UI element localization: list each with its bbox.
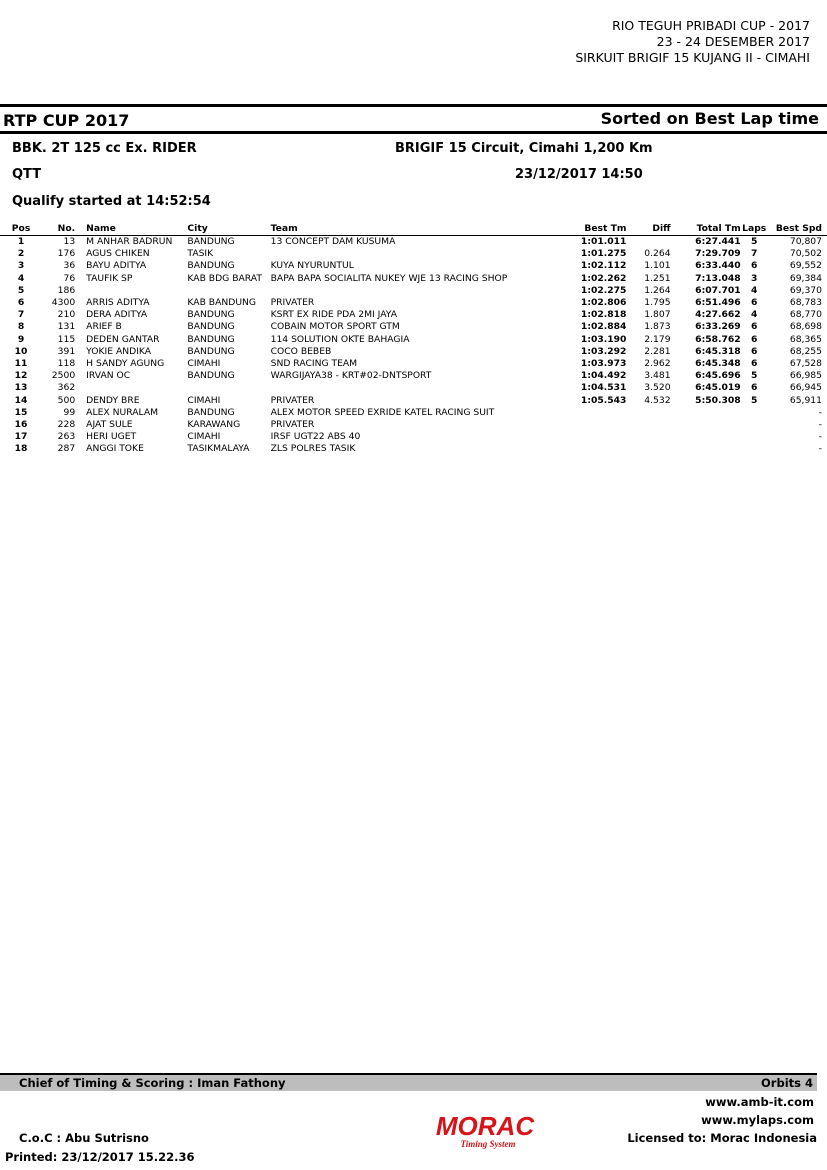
cell-best-speed: - bbox=[818, 419, 822, 431]
cell-laps: 5 bbox=[751, 370, 758, 382]
cell-diff: 3.481 bbox=[644, 370, 671, 382]
cell-best-time: 1:04.531 bbox=[580, 382, 627, 394]
cell-best-speed: 67,528 bbox=[789, 358, 822, 370]
event-venue: SIRKUIT BRIGIF 15 KUJANG II - CIMAHI bbox=[575, 50, 810, 65]
cell-pos: 13 bbox=[14, 382, 28, 394]
table-row bbox=[0, 273, 827, 285]
table-row bbox=[0, 370, 827, 382]
cell-pos: 2 bbox=[17, 248, 25, 260]
table-row bbox=[0, 395, 827, 407]
cell-laps bbox=[741, 431, 768, 443]
cell-pos: 8 bbox=[17, 321, 25, 333]
cell-pos: 16 bbox=[14, 419, 28, 431]
cell-diff: 1.264 bbox=[644, 284, 671, 296]
cell-team: PRIVATER bbox=[270, 394, 315, 406]
cell-pos: 4 bbox=[17, 272, 25, 284]
cell-diff: 2.281 bbox=[644, 345, 671, 357]
results-header-row bbox=[0, 222, 827, 236]
session-datetime: 23/12/2017 14:50 bbox=[515, 167, 643, 182]
cell-diff: 3.520 bbox=[644, 382, 671, 394]
cell-laps: 6 bbox=[751, 321, 758, 333]
col-no: No. bbox=[42, 222, 79, 236]
cell-total-time: 6:45.019 bbox=[695, 382, 741, 394]
cell-diff: 1.251 bbox=[644, 272, 671, 284]
cell-diff: 1.101 bbox=[644, 260, 671, 272]
col-name: Name bbox=[79, 222, 184, 236]
cell-laps: 4 bbox=[751, 309, 758, 321]
cell-laps: 3 bbox=[751, 272, 758, 284]
cell-best-speed: 66,985 bbox=[789, 370, 822, 382]
col-diff: Diff bbox=[626, 222, 670, 236]
page-title: RTP CUP 2017 bbox=[3, 111, 130, 130]
cell-team: KSRT EX RIDE PDA 2MI JAYA bbox=[270, 309, 397, 321]
sort-label: Sorted on Best Lap time bbox=[600, 109, 819, 128]
cell-team: BAPA BAPA SOCIALITA NUKEY WJE 13 RACING SHOP bbox=[270, 272, 508, 284]
cell-no: 228 bbox=[57, 419, 76, 431]
cell-diff bbox=[626, 431, 670, 443]
cell-laps: 6 bbox=[751, 345, 758, 357]
cell-best-time bbox=[549, 407, 626, 419]
cell-city: BANDUNG bbox=[187, 236, 235, 247]
cell-no: 4300 bbox=[51, 297, 76, 309]
cell-total-time: 6:07.701 bbox=[695, 284, 741, 296]
cell-name: AGUS CHIKEN bbox=[86, 248, 150, 260]
table-row bbox=[0, 419, 827, 431]
cell-city: BANDUNG bbox=[187, 406, 235, 418]
cell-name: M ANHAR BADRUN bbox=[86, 236, 173, 247]
col-total-time: Total Tm bbox=[671, 222, 741, 236]
cell-diff bbox=[626, 236, 670, 249]
cell-team bbox=[268, 248, 550, 260]
cell-pos: 12 bbox=[14, 370, 28, 382]
cell-best-time: 1:04.492 bbox=[580, 370, 627, 382]
table-row bbox=[0, 443, 827, 455]
cell-team bbox=[268, 285, 550, 297]
col-team: Team bbox=[268, 222, 550, 236]
cell-team: KUYA NYURUNTUL bbox=[270, 260, 354, 272]
cell-no: 131 bbox=[57, 321, 76, 333]
cell-pos: 7 bbox=[17, 309, 25, 321]
cell-no: 186 bbox=[57, 284, 76, 296]
cell-total-time: 7:13.048 bbox=[695, 272, 741, 284]
event-dates: 23 - 24 DESEMBER 2017 bbox=[656, 34, 810, 49]
cell-best-time bbox=[549, 431, 626, 443]
cell-diff: 4.532 bbox=[644, 394, 671, 406]
cell-no: 176 bbox=[57, 248, 76, 260]
table-row bbox=[0, 431, 827, 443]
cell-laps: 6 bbox=[751, 260, 758, 272]
table-row bbox=[0, 248, 827, 260]
table-row bbox=[0, 260, 827, 272]
cell-best-speed: 69,370 bbox=[789, 284, 822, 296]
cell-best-time: 1:02.275 bbox=[580, 284, 627, 296]
cell-pos: 6 bbox=[17, 297, 25, 309]
cell-pos: 10 bbox=[14, 345, 28, 357]
table-row bbox=[0, 321, 827, 333]
cell-name: BAYU ADITYA bbox=[86, 260, 147, 272]
cell-pos: 14 bbox=[14, 394, 28, 406]
cell-name: DERA ADITYA bbox=[86, 309, 148, 321]
cell-laps: 6 bbox=[751, 358, 758, 370]
cell-city: BANDUNG bbox=[187, 321, 235, 333]
table-row bbox=[0, 236, 827, 249]
cell-city: BANDUNG bbox=[187, 345, 235, 357]
header-top-rule bbox=[0, 104, 827, 107]
cell-city: BANDUNG bbox=[187, 370, 235, 382]
circuit-info: BRIGIF 15 Circuit, Cimahi 1,200 Km bbox=[395, 141, 653, 156]
cell-city: KAB BANDUNG bbox=[187, 297, 257, 309]
cell-best-speed: - bbox=[818, 406, 822, 418]
cell-city bbox=[184, 285, 267, 297]
cell-pos: 1 bbox=[17, 236, 25, 247]
cell-best-speed: 68,365 bbox=[789, 333, 822, 345]
col-best-time: Best Tm bbox=[549, 222, 626, 236]
cell-team: IRSF UGT22 ABS 40 bbox=[270, 431, 361, 443]
cell-team: WARGIJAYA38 - KRT#02-DNTSPORT bbox=[270, 370, 432, 382]
cell-no: 118 bbox=[57, 358, 76, 370]
cell-name: DEDEN GANTAR bbox=[86, 333, 160, 345]
cell-best-time: 1:01.011 bbox=[580, 236, 627, 247]
cell-no: 76 bbox=[63, 272, 76, 284]
cell-no: 13 bbox=[63, 236, 76, 247]
cell-name: ARRIS ADITYA bbox=[86, 297, 150, 309]
cell-total-time: 6:45.696 bbox=[695, 370, 741, 382]
cell-no: 500 bbox=[57, 394, 76, 406]
cell-diff: 2.962 bbox=[644, 358, 671, 370]
licensed-to: Licensed to: Morac Indonesia bbox=[627, 1131, 817, 1145]
cell-laps: 5 bbox=[751, 394, 758, 406]
cell-no: 263 bbox=[57, 431, 76, 443]
cell-total-time bbox=[671, 407, 741, 419]
cell-best-time bbox=[549, 443, 626, 455]
cell-best-speed: 68,770 bbox=[789, 309, 822, 321]
cell-name: ANGGI TOKE bbox=[86, 443, 144, 455]
cell-city: TASIK bbox=[187, 248, 214, 260]
cell-best-time: 1:03.973 bbox=[580, 358, 627, 370]
event-info bbox=[575, 18, 810, 66]
table-row bbox=[0, 334, 827, 346]
cell-total-time: 6:58.762 bbox=[695, 333, 741, 345]
clerk-of-course: C.o.C : Abu Sutrisno bbox=[19, 1131, 149, 1145]
cell-city: CIMAHI bbox=[187, 394, 221, 406]
morac-logo-icon bbox=[420, 1110, 550, 1150]
cell-no: 391 bbox=[57, 345, 76, 357]
cell-pos: 11 bbox=[14, 358, 28, 370]
results-body bbox=[0, 236, 827, 456]
cell-total-time: 6:51.496 bbox=[695, 297, 741, 309]
cell-best-time: 1:02.818 bbox=[580, 309, 627, 321]
cell-laps: 7 bbox=[751, 248, 758, 260]
race-class: BBK. 2T 125 cc Ex. RIDER bbox=[12, 141, 197, 156]
cell-team: COCO BEBEB bbox=[270, 345, 332, 357]
cell-team: COBAIN MOTOR SPORT GTM bbox=[270, 321, 400, 333]
cell-team: ZLS POLRES TASIK bbox=[270, 443, 356, 455]
cell-team: SND RACING TEAM bbox=[270, 358, 358, 370]
cell-city: BANDUNG bbox=[187, 333, 235, 345]
cell-pos: 17 bbox=[14, 431, 28, 443]
col-best-speed: Best Spd bbox=[768, 222, 827, 236]
cell-laps: 6 bbox=[751, 382, 758, 394]
cell-total-time: 4:27.662 bbox=[695, 309, 741, 321]
cell-laps: 6 bbox=[751, 333, 758, 345]
cell-best-speed: 66,945 bbox=[789, 382, 822, 394]
cell-laps: 5 bbox=[751, 236, 758, 247]
cell-name: TAUFIK SP bbox=[86, 272, 133, 284]
cell-pos: 5 bbox=[17, 284, 25, 296]
cell-pos: 15 bbox=[14, 406, 28, 418]
cell-best-time: 1:02.806 bbox=[580, 297, 627, 309]
cell-best-speed: - bbox=[818, 443, 822, 455]
cell-name: H SANDY AGUNG bbox=[86, 358, 165, 370]
cell-diff bbox=[626, 419, 670, 431]
cell-best-time bbox=[549, 419, 626, 431]
cell-laps bbox=[741, 407, 768, 419]
cell-city: KAB BDG BARAT bbox=[187, 272, 262, 284]
cell-laps: 4 bbox=[751, 284, 758, 296]
col-city: City bbox=[184, 222, 267, 236]
cell-city: CIMAHI bbox=[187, 358, 221, 370]
cell-total-time bbox=[671, 419, 741, 431]
cell-pos: 3 bbox=[17, 260, 25, 272]
cell-name bbox=[79, 285, 184, 297]
cell-team: PRIVATER bbox=[270, 419, 315, 431]
cell-total-time: 6:45.348 bbox=[695, 358, 741, 370]
cell-total-time: 6:45.318 bbox=[695, 345, 741, 357]
results-table bbox=[0, 222, 827, 456]
cell-best-time: 1:02.884 bbox=[580, 321, 627, 333]
cell-name: HERI UGET bbox=[86, 431, 137, 443]
footer-bar bbox=[0, 1073, 817, 1091]
cell-pos: 9 bbox=[17, 333, 25, 345]
cell-no: 115 bbox=[57, 333, 76, 345]
cell-city: TASIKMALAYA bbox=[187, 443, 250, 455]
cell-team: PRIVATER bbox=[270, 297, 315, 309]
cell-total-time: 6:33.269 bbox=[695, 321, 741, 333]
cell-team: 13 CONCEPT DAM KUSUMA bbox=[270, 236, 396, 247]
table-row bbox=[0, 346, 827, 358]
cell-laps bbox=[741, 419, 768, 431]
session-name: QTT bbox=[12, 167, 42, 182]
cell-total-time: 5:50.308 bbox=[695, 394, 741, 406]
mylaps-link[interactable]: www.mylaps.com bbox=[701, 1113, 814, 1127]
chief-of-timing: Chief of Timing & Scoring : Iman Fathony bbox=[19, 1076, 286, 1090]
qualify-start: Qualify started at 14:52:54 bbox=[12, 194, 211, 209]
cell-name: IRVAN OC bbox=[86, 370, 131, 382]
cell-total-time: 6:27.441 bbox=[695, 236, 741, 247]
table-row bbox=[0, 358, 827, 370]
cell-name: ARIEF B bbox=[86, 321, 122, 333]
table-row bbox=[0, 407, 827, 419]
col-laps: Laps bbox=[742, 223, 767, 234]
cell-diff: 1.807 bbox=[644, 309, 671, 321]
cell-diff: 1.873 bbox=[644, 321, 671, 333]
cell-diff: 2.179 bbox=[644, 333, 671, 345]
cell-total-time: 6:33.440 bbox=[695, 260, 741, 272]
amb-link[interactable]: www.amb-it.com bbox=[705, 1095, 814, 1109]
cell-best-time: 1:01.275 bbox=[580, 248, 627, 260]
cell-diff bbox=[626, 443, 670, 455]
cell-best-speed: 69,552 bbox=[789, 260, 822, 272]
cell-total-time: 7:29.709 bbox=[695, 248, 741, 260]
cell-best-speed: 68,255 bbox=[789, 345, 822, 357]
cell-name: DENDY BRE bbox=[86, 394, 140, 406]
cell-best-speed: 68,783 bbox=[789, 297, 822, 309]
cell-no: 99 bbox=[63, 406, 76, 418]
cell-diff bbox=[626, 407, 670, 419]
table-row bbox=[0, 297, 827, 309]
cell-best-time: 1:03.292 bbox=[580, 345, 627, 357]
cell-city bbox=[184, 382, 267, 394]
cell-no: 362 bbox=[57, 382, 76, 394]
cell-best-time: 1:03.190 bbox=[580, 333, 627, 345]
cell-name: AJAT SULE bbox=[86, 419, 133, 431]
printed-timestamp: Printed: 23/12/2017 15.22.36 bbox=[5, 1150, 195, 1164]
cell-no: 2500 bbox=[51, 370, 76, 382]
table-row bbox=[0, 309, 827, 321]
cell-pos: 18 bbox=[14, 443, 28, 455]
cell-city: BANDUNG bbox=[187, 309, 235, 321]
logo-subtitle: Timing System bbox=[460, 1139, 516, 1149]
cell-diff: 1.795 bbox=[644, 297, 671, 309]
table-row bbox=[0, 382, 827, 394]
cell-team bbox=[268, 382, 550, 394]
cell-name: YOKIE ANDIKA bbox=[86, 345, 152, 357]
cell-best-speed: 69,384 bbox=[789, 272, 822, 284]
cell-total-time bbox=[671, 431, 741, 443]
cell-best-time: 1:05.543 bbox=[580, 394, 627, 406]
cell-total-time bbox=[671, 443, 741, 455]
logo-wordmark: MORAC bbox=[435, 1111, 535, 1141]
cell-city: CIMAHI bbox=[187, 431, 221, 443]
cell-best-time: 1:02.112 bbox=[580, 260, 627, 272]
cell-team: ALEX MOTOR SPEED EXRIDE KATEL RACING SUIT bbox=[270, 406, 495, 418]
cell-best-speed: - bbox=[818, 431, 822, 443]
cell-laps bbox=[741, 443, 768, 455]
cell-no: 287 bbox=[57, 443, 76, 455]
cell-best-time: 1:02.262 bbox=[580, 272, 627, 284]
cell-best-speed: 70,502 bbox=[789, 248, 822, 260]
cell-city: KARAWANG bbox=[187, 419, 241, 431]
cell-name bbox=[79, 382, 184, 394]
table-row bbox=[0, 285, 827, 297]
cell-name: ALEX NURALAM bbox=[86, 406, 159, 418]
cell-team: 114 SOLUTION OKTE BAHAGIA bbox=[270, 333, 410, 345]
event-name: RIO TEGUH PRIBADI CUP - 2017 bbox=[612, 18, 810, 33]
cell-best-speed: 65,911 bbox=[789, 394, 822, 406]
cell-diff: 0.264 bbox=[644, 248, 671, 260]
cell-no: 210 bbox=[57, 309, 76, 321]
cell-no: 36 bbox=[63, 260, 76, 272]
orbits-version: Orbits 4 bbox=[761, 1076, 813, 1090]
col-pos: Pos bbox=[0, 222, 42, 236]
cell-best-speed: 68,698 bbox=[789, 321, 822, 333]
cell-city: BANDUNG bbox=[187, 260, 235, 272]
cell-laps: 6 bbox=[751, 297, 758, 309]
header-bottom-rule bbox=[0, 131, 827, 134]
cell-best-speed: 70,807 bbox=[789, 236, 822, 247]
